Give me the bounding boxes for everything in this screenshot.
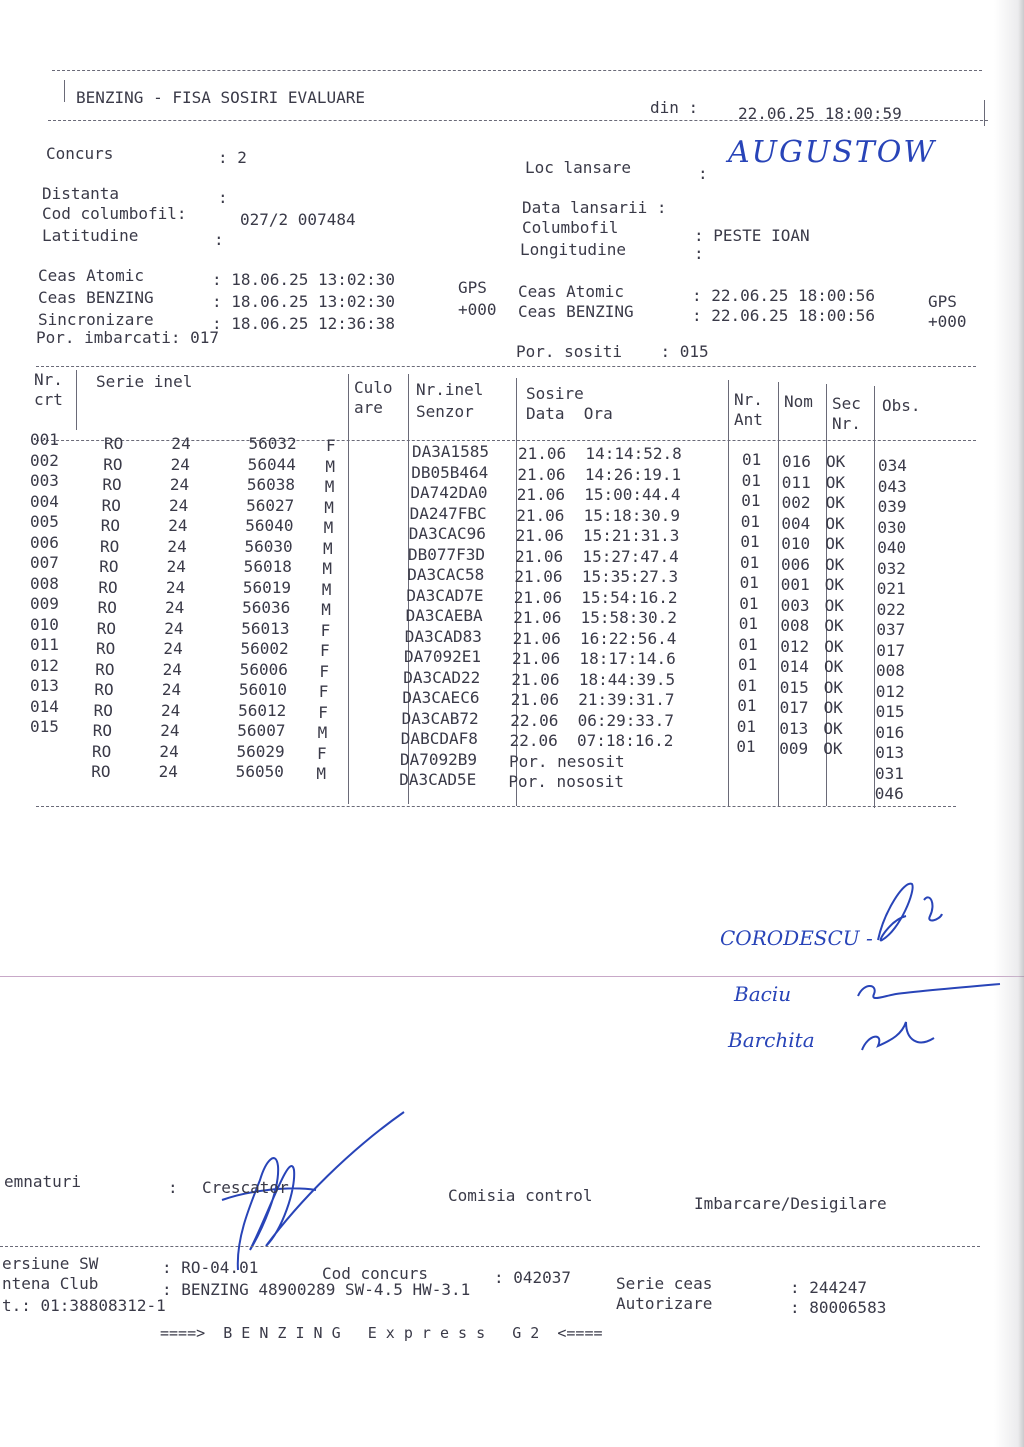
- row-sex: M: [316, 764, 327, 783]
- signature-mark-2: [858, 984, 1000, 998]
- antena-label: ntena Club: [2, 1274, 99, 1293]
- row-crt: 005: [30, 512, 59, 531]
- columbofil-value: : PESTE IOAN: [694, 226, 810, 245]
- signature-name-3: Barchita: [728, 1028, 815, 1052]
- row-nom: 004: [781, 513, 811, 533]
- row-ring: RO 24 56006: [95, 659, 288, 679]
- distanta-colon: :: [218, 188, 228, 207]
- row-sex: F: [319, 661, 330, 681]
- th-obs: Obs.: [882, 396, 921, 415]
- row-nom: 003: [780, 595, 810, 615]
- clock-left-value: : 18.06.25 12:36:38: [212, 314, 396, 333]
- row-sex: F: [317, 743, 327, 763]
- clock-left-label: Ceas Atomic: [38, 266, 144, 285]
- versiune-label: ersiune SW: [2, 1254, 99, 1273]
- row-ant: 01: [740, 532, 760, 551]
- row-ant: 01: [742, 450, 762, 469]
- th-sec: Sec: [832, 394, 861, 413]
- row-ring: RO 24 56036: [97, 598, 291, 617]
- row-sensor: DA3A1585: [412, 442, 490, 461]
- columbofil-label: Columbofil: [522, 218, 619, 237]
- row-nom: 012: [780, 636, 810, 656]
- th-data-ora: Data Ora: [526, 404, 613, 423]
- row-sec: OK: [825, 534, 845, 553]
- signature-name-2: Baciu: [734, 982, 792, 1006]
- row-ring: RO 24 56027: [101, 495, 295, 515]
- loc-lansare-handwritten: AUGUSTOW: [728, 135, 937, 170]
- benzing-express-banner: ====> B E N Z I N G E x p r e s s G 2 <====: [160, 1324, 603, 1342]
- cod-columbofil-label: Cod columbofil:: [42, 204, 187, 223]
- row-obs: 046: [874, 784, 904, 803]
- row-sex: M: [323, 538, 333, 558]
- row-sex: M: [325, 456, 336, 476]
- row-nom: 008: [780, 616, 810, 635]
- scan-edge-shadow: [994, 0, 1024, 1447]
- row-arrival: 22.06 07:18:16.2: [509, 731, 674, 750]
- row-sensor: DA3CAD5E: [399, 770, 477, 789]
- row-nom: 014: [780, 657, 809, 676]
- row-ant: 01: [737, 675, 757, 695]
- row-ant: 01: [738, 614, 759, 633]
- versiune-value: : RO-04.01: [162, 1258, 259, 1277]
- th-serie-inel: Serie inel: [96, 372, 193, 391]
- row-sec: OK: [824, 657, 844, 676]
- row-sensor: DB05B464: [411, 462, 489, 482]
- row-sec: OK: [824, 636, 844, 656]
- row-sec: OK: [825, 493, 845, 512]
- clock-left-label: Sincronizare: [38, 310, 154, 329]
- row-ant: 01: [740, 511, 761, 531]
- row-crt: 014: [30, 696, 59, 716]
- row-nom: 001: [780, 575, 810, 594]
- row-nom: 010: [781, 534, 811, 553]
- row-ant: 01: [741, 491, 761, 510]
- th-culo: Culo: [354, 378, 393, 397]
- row-sex: M: [321, 579, 332, 599]
- row-sex: F: [318, 682, 329, 701]
- row-ant: 01: [738, 655, 758, 674]
- row-crt: 007: [30, 553, 59, 572]
- row-ring: RO 24 56030: [100, 536, 293, 556]
- row-sensor: DA3CAD83: [404, 626, 482, 646]
- row-sensor: DA742DA0: [410, 483, 488, 502]
- row-nom: 002: [781, 493, 811, 512]
- row-arrival: 21.06 16:22:56.4: [512, 628, 677, 648]
- row-obs: 039: [877, 497, 907, 516]
- row-arrival: 21.06 21:39:31.7: [510, 690, 675, 709]
- row-sex: M: [324, 477, 335, 496]
- row-ring: RO 24 56044: [103, 454, 296, 474]
- clock-left-suffix: GPS: [458, 278, 487, 297]
- row-ant: 01: [738, 634, 758, 654]
- row-obs: 016: [875, 722, 905, 742]
- row-sec: OK: [823, 677, 844, 697]
- row-ant: 01: [741, 470, 761, 490]
- row-sec: OK: [826, 452, 846, 471]
- row-sec: OK: [823, 698, 843, 717]
- concurs-value: : 2: [218, 148, 247, 167]
- longitudine-label: Longitudine: [520, 240, 626, 259]
- row-sensor: DA3CAB72: [401, 708, 479, 728]
- imbarcare-label: Imbarcare/Desigilare: [694, 1194, 887, 1213]
- row-arrival: 21.06 15:35:27.3: [514, 567, 679, 586]
- report-date-value: 22.06.25 18:00:59: [738, 104, 902, 123]
- clock-right-label: Ceas Atomic: [518, 282, 624, 301]
- row-nom: 011: [781, 472, 811, 492]
- row-obs: 043: [877, 476, 907, 496]
- row-sex: F: [318, 702, 328, 722]
- report-date-label: din :: [650, 98, 699, 117]
- row-obs: 040: [877, 538, 907, 557]
- row-arrival: Por. nesosit: [509, 751, 625, 771]
- footer-separator: [0, 1246, 980, 1247]
- row-nom: 006: [781, 554, 810, 574]
- row-sex: M: [321, 600, 331, 619]
- row-sensor: DB077F3D: [408, 544, 486, 564]
- latitudine-colon: :: [214, 230, 224, 249]
- row-ring: RO 24 56050: [91, 762, 284, 781]
- row-arrival: 21.06 15:00:44.4: [516, 485, 681, 504]
- row-sex: M: [323, 518, 334, 537]
- page-fold-line: [0, 976, 1024, 977]
- row-arrival: Por. nososit: [508, 772, 624, 791]
- row-sensor: DA3CAC96: [408, 524, 486, 543]
- row-nom: 017: [779, 698, 809, 717]
- row-arrival: 21.06 15:18:30.9: [516, 505, 680, 525]
- row-ring: RO 24 56038: [102, 475, 296, 494]
- row-nom: 009: [779, 739, 809, 758]
- row-obs: 030: [877, 517, 907, 537]
- row-sensor: DA247FBC: [409, 503, 487, 523]
- row-crt: 001: [30, 430, 59, 449]
- clock-left-label: Ceas BENZING: [38, 288, 154, 307]
- clock-right-value: : 22.06.25 18:00:56: [692, 286, 876, 305]
- longitudine-colon: :: [694, 244, 704, 263]
- clock-left-value: : 18.06.25 13:02:30: [212, 292, 396, 311]
- autorizare-value: : 80006583: [790, 1298, 887, 1317]
- th-nom: Nom: [784, 392, 813, 411]
- signature-mark-3: [862, 1022, 934, 1050]
- row-crt: 015: [30, 717, 59, 736]
- row-sec: OK: [824, 595, 844, 615]
- row-arrival: 21.06 18:44:39.5: [511, 669, 676, 689]
- row-nom: 015: [779, 677, 809, 697]
- row-ring: RO 24 56010: [94, 680, 288, 699]
- th-nr: Nr.: [34, 370, 63, 389]
- row-arrival: 21.06 14:26:19.1: [517, 464, 682, 484]
- th-crt: crt: [34, 390, 63, 409]
- row-ring: RO 24 56032: [104, 434, 297, 453]
- row-crt: 009: [30, 594, 59, 613]
- row-obs: 015: [875, 702, 905, 721]
- row-crt: 003: [30, 471, 59, 490]
- th-sosire: Sosire: [526, 384, 584, 403]
- row-arrival: 21.06 15:58:30.2: [513, 608, 677, 627]
- row-ring: RO 24 56029: [92, 741, 285, 761]
- th-nr-inel: Nr.inel: [416, 380, 484, 399]
- row-sensor: DA3CAEBA: [405, 606, 483, 625]
- row-sec: OK: [825, 554, 845, 574]
- cod-concurs-value: : 042037: [494, 1268, 572, 1287]
- row-arrival: 21.06 15:27:47.4: [515, 546, 679, 566]
- row-sensor: DABCDAF8: [400, 729, 478, 748]
- row-sensor: DA7092B9: [400, 749, 478, 769]
- row-crt: 006: [30, 532, 59, 552]
- row-obs: 021: [876, 579, 906, 598]
- row-arrival: 21.06 15:21:31.3: [515, 526, 680, 545]
- data-lansarii-label: Data lansarii :: [522, 198, 667, 217]
- por-imbarcati: Por. imbarcati: 017: [36, 328, 220, 347]
- row-sec: OK: [823, 718, 843, 738]
- semnaturi-colon: :: [168, 1178, 178, 1197]
- row-crt: 013: [30, 676, 59, 695]
- row-ring: RO 24 56040: [100, 516, 294, 535]
- comisia-label: Comisia control: [448, 1186, 593, 1205]
- row-sex: F: [320, 641, 330, 660]
- row-arrival: 21.06 18:17:14.6: [512, 649, 676, 668]
- row-sec: OK: [823, 739, 843, 758]
- row-sex: F: [326, 436, 336, 455]
- row-arrival: 21.06 15:54:16.2: [513, 587, 678, 607]
- th-nr-ant: Nr.: [734, 390, 763, 409]
- antena-value: : BENZING 48900289 SW-4.5 HW-3.1: [162, 1280, 471, 1299]
- row-crt: 004: [30, 491, 59, 511]
- row-sensor: DA3CAD22: [403, 667, 481, 687]
- row-nom: 013: [779, 718, 809, 738]
- row-nom: 016: [782, 452, 811, 471]
- crescator-label: Crescator: [202, 1178, 289, 1197]
- cod-concurs-label: Cod concurs: [322, 1264, 428, 1283]
- th-ant: Ant: [734, 410, 763, 429]
- row-sec: OK: [824, 575, 845, 594]
- row-sex: M: [322, 559, 333, 578]
- row-sex: M: [324, 497, 334, 517]
- clock-right-suffix: GPS: [928, 292, 957, 311]
- row-sec: OK: [825, 513, 845, 533]
- serie-ceas-label: Serie ceas: [616, 1274, 713, 1293]
- row-obs: 031: [875, 763, 904, 783]
- row-crt: 012: [30, 655, 59, 675]
- row-ring: RO 24 56018: [99, 557, 292, 576]
- signature-mark-1: [878, 884, 942, 941]
- row-ant: 01: [740, 552, 760, 572]
- row-ring: RO 24 56007: [92, 721, 286, 740]
- row-obs: 012: [875, 681, 905, 701]
- loc-lansare-label: Loc lansare: [525, 158, 631, 177]
- row-sensor: DA7092E1: [404, 647, 482, 666]
- row-ant: 01: [739, 573, 759, 592]
- row-sex: F: [320, 620, 331, 640]
- report-title: BENZING - FISA SOSIRI EVALUARE: [76, 88, 365, 107]
- row-obs: 034: [878, 456, 907, 475]
- clock-left-suffix: +000: [458, 300, 497, 319]
- row-obs: 008: [876, 661, 905, 680]
- row-sex: M: [317, 723, 328, 742]
- row-arrival: 21.06 14:14:52.8: [518, 444, 682, 463]
- th-sec-nr: Nr.: [832, 414, 861, 433]
- clock-right-label: Ceas BENZING: [518, 302, 634, 321]
- row-sensor: DA3CAC58: [407, 565, 485, 584]
- row-obs: 022: [876, 599, 906, 619]
- semnaturi-label: emnaturi: [4, 1172, 82, 1191]
- row-ant: 01: [737, 696, 757, 715]
- row-ant: 01: [739, 593, 759, 613]
- row-ant: 01: [736, 716, 757, 736]
- row-obs: 013: [875, 743, 905, 762]
- th-are: are: [354, 398, 383, 417]
- row-ring: RO 24 56013: [96, 618, 290, 638]
- autorizare-label: Autorizare: [616, 1294, 713, 1313]
- row-obs: 017: [876, 640, 906, 660]
- cod-columbofil-value: 027/2 007484: [240, 210, 356, 229]
- row-crt: 010: [30, 614, 59, 634]
- row-ring: RO 24 56002: [96, 639, 289, 658]
- distanta-label: Distanta: [42, 184, 120, 203]
- clock-right-value: : 22.06.25 18:00:56: [692, 306, 876, 325]
- row-sec: OK: [825, 472, 846, 492]
- row-ring: RO 24 56012: [93, 700, 287, 720]
- row-obs: 032: [877, 558, 906, 578]
- row-crt: 008: [30, 573, 59, 593]
- row-sensor: DA3CAD7E: [406, 585, 484, 605]
- row-ring: RO 24 56019: [98, 577, 292, 597]
- th-senzor: Senzor: [416, 402, 474, 421]
- latitudine-label: Latitudine: [42, 226, 139, 245]
- row-obs: 037: [876, 620, 906, 639]
- telephone: t.: 01:38808312-1: [2, 1296, 166, 1315]
- row-sec: OK: [824, 616, 844, 635]
- row-sensor: DA3CAEC6: [402, 688, 480, 707]
- concurs-label: Concurs: [46, 144, 114, 163]
- row-crt: 002: [30, 450, 59, 470]
- clock-left-value: : 18.06.25 13:02:30: [212, 270, 396, 289]
- signature-name-1: CORODESCU -: [720, 926, 873, 950]
- row-crt: 011: [30, 635, 59, 654]
- loc-lansare-colon: :: [698, 164, 708, 183]
- clock-right-suffix: +000: [928, 312, 967, 331]
- row-ant: 01: [736, 737, 756, 756]
- por-sositi: Por. sositi : 015: [516, 342, 709, 361]
- row-arrival: 22.06 06:29:33.7: [510, 710, 674, 730]
- serie-ceas-value: : 244247: [790, 1278, 868, 1297]
